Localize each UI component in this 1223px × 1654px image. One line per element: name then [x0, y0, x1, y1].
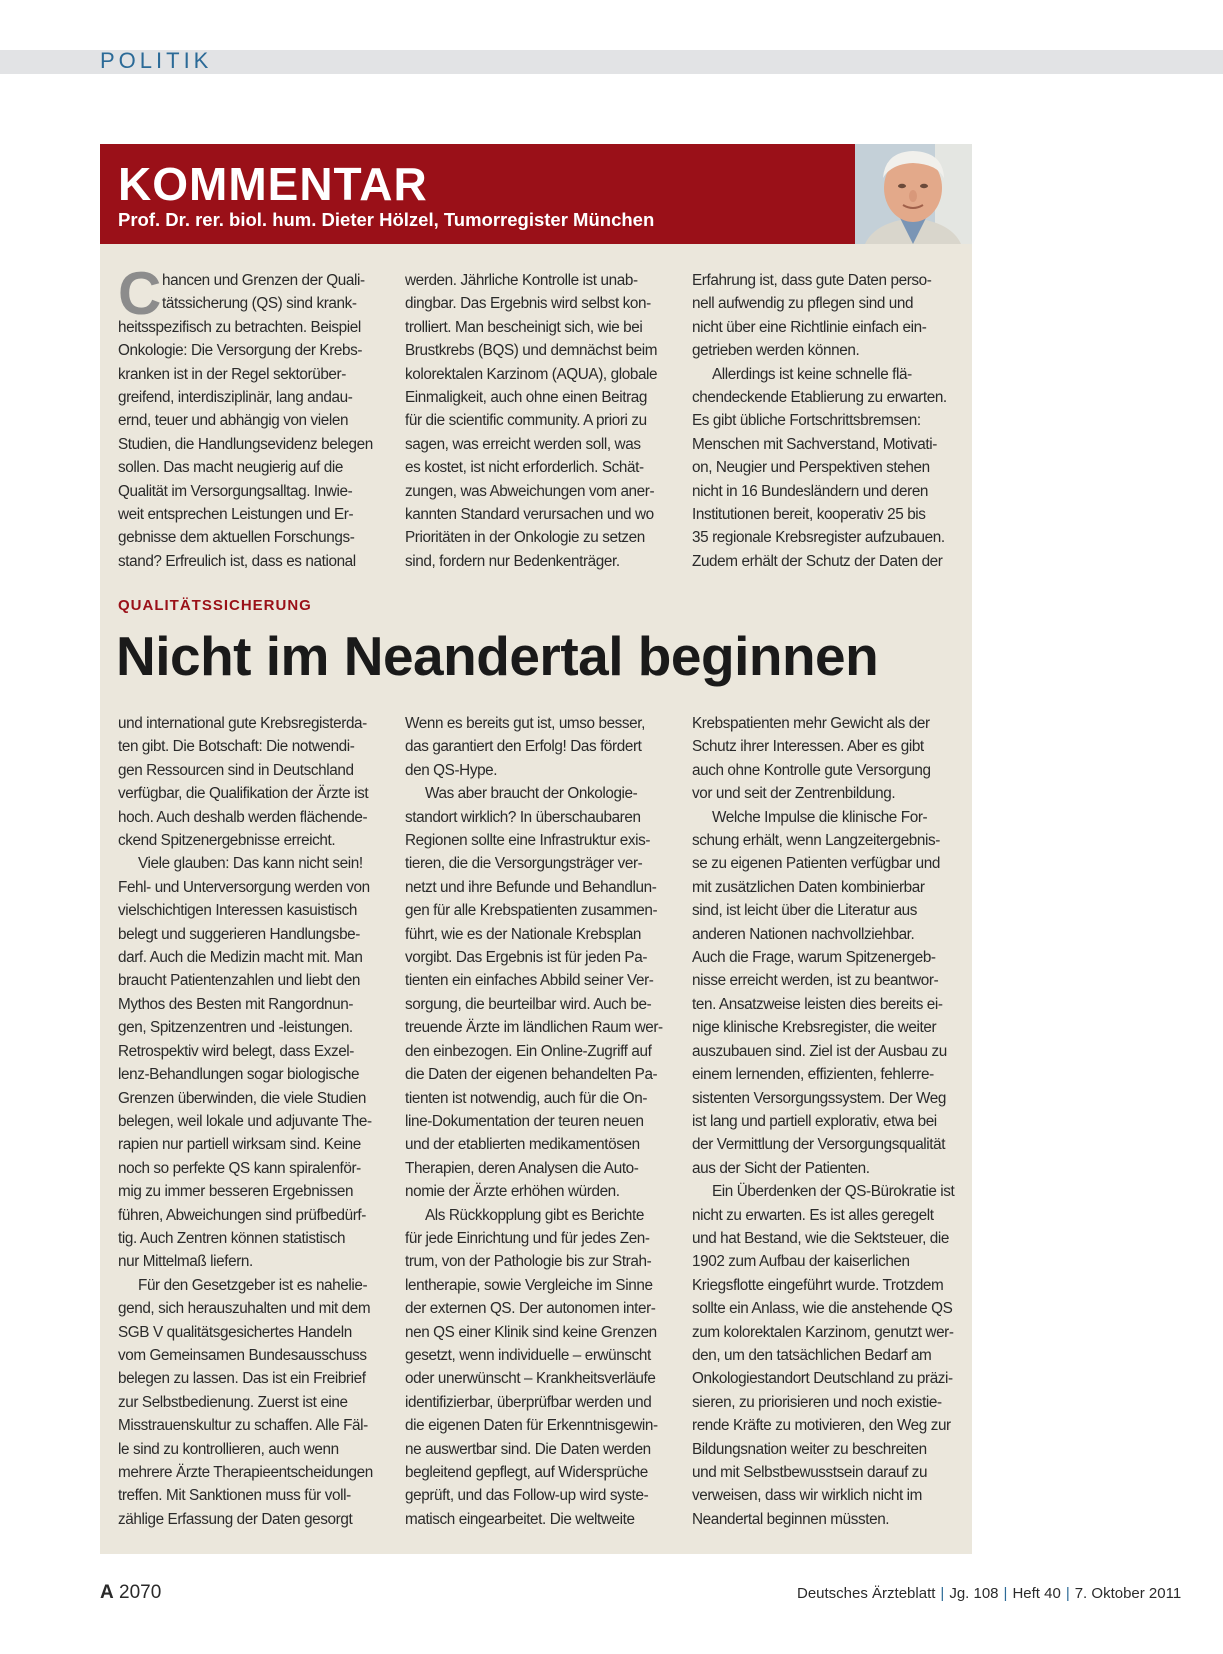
text-line: und mit Selbstbewusstsein darauf zu — [692, 1464, 928, 1481]
text-line: begleitend gepflegt, auf Widersprüche — [405, 1464, 648, 1481]
text-line: belegt und suggerieren Handlungsbe- — [118, 925, 360, 943]
journal-footer — [797, 1585, 1181, 1602]
text-line: den QS-Hype. — [405, 761, 498, 779]
text-line: kannten Standard verursachen und wo — [405, 506, 654, 524]
text-line: Brustkrebs (BQS) und demnächst beim — [405, 342, 658, 360]
page-number-value: 2070 — [119, 1582, 162, 1603]
text-line: die Daten der eigenen behandelten Pa- — [405, 1066, 658, 1084]
text-line: ten gibt. Die Botschaft: Die notwendi- — [118, 738, 355, 756]
text-line: nomie der Ärzte erhöhen würden. — [405, 1183, 620, 1201]
text-line: Welche Impulse die klinische For- — [712, 808, 928, 826]
text-line: Zudem erhält der Schutz der Daten der — [692, 552, 943, 570]
text-line: tieren, die die Versorgungsträger ver- — [405, 855, 643, 873]
text-line: mig zu immer besseren Ergebnissen — [118, 1183, 354, 1201]
text-line: Es gibt übliche Fortschrittsbremsen: — [692, 412, 921, 430]
text-line: lenz-Behandlungen sogar biologische — [118, 1066, 360, 1084]
text-line: Studien, die Handlungsevidenz belegen — [118, 435, 373, 453]
text-line: identifizierbar, überprüfbar werden und — [405, 1393, 652, 1411]
text-line: den, um den tatsächlichen Bedarf am — [692, 1346, 932, 1364]
text-line: sind, ist leicht über die Literatur aus — [692, 902, 918, 920]
text-line: treffen. Mit Sanktionen muss für voll- — [118, 1487, 351, 1505]
text-line: vielschichtigen Interessen kasuistisch — [118, 902, 358, 920]
text-line: greifend, interdisziplinär, lang andau- — [118, 389, 353, 407]
text-line: führt, wie es der Nationale Krebsplan — [405, 925, 642, 943]
text-line: sagen, was erreicht werden soll, was — [405, 435, 641, 453]
text-line: oder unerwünscht – Krankheitsverläufe — [405, 1370, 656, 1388]
text-line: belegen zu lassen. Das ist ein Freibrief — [118, 1370, 366, 1388]
text-line: nen QS einer Klinik sind keine Grenzen — [405, 1323, 657, 1341]
text-line: gend, sich herauszuhalten und mit dem — [118, 1300, 371, 1318]
text-line: Ein Überdenken der QS-Bürokratie ist — [712, 1183, 955, 1201]
text-line: getrieben werden können. — [692, 342, 860, 360]
text-line: SGB V qualitätsgesichertes Handeln — [118, 1323, 352, 1341]
drop-cap: C — [118, 260, 162, 327]
text-line: Wenn es bereits gut ist, umso besser, — [405, 715, 645, 732]
text-line: nicht über eine Richtlinie einfach ein- — [692, 318, 927, 336]
text-line: kolorektalen Karzinom (AQUA), globale — [405, 365, 658, 383]
text-line: Mythos des Besten mit Rangordnun- — [118, 995, 354, 1013]
text-line: nur Mittelmaß liefern. — [118, 1253, 253, 1271]
text-line: hancen und Grenzen der Quali- — [162, 272, 365, 289]
text-line: die eigenen Daten für Erkenntnisgewin- — [405, 1417, 658, 1435]
text-line: rende Kräfte zu motivieren, den Weg zur — [692, 1417, 951, 1435]
text-line: Institutionen bereit, kooperativ 25 bis — [692, 506, 926, 524]
text-line: line-Dokumentation der teuren neuen — [405, 1112, 644, 1130]
text-line: gen, Spitzenzentren und -leistungen. — [118, 1019, 353, 1037]
column-3-top — [692, 269, 947, 573]
headline: Nicht im Neandertal beginnen — [116, 625, 879, 687]
column-1-top — [118, 260, 373, 573]
text-line: der externen QS. Der autonomen inter- — [405, 1300, 656, 1318]
text-line: geprüft, und das Follow-up wird syste- — [405, 1487, 649, 1505]
text-line: Therapien, deren Analysen die Auto- — [405, 1159, 639, 1177]
text-line: das garantiert den Erfolg! Das fördert — [405, 738, 642, 756]
separator: | — [1065, 1585, 1070, 1602]
text-line: dingbar. Das Ergebnis wird selbst kon- — [405, 295, 651, 313]
column-1-bottom — [118, 712, 373, 1531]
text-line: belegen, weil lokale und adjuvante The- — [118, 1112, 372, 1130]
text-line: gen für alle Krebspatienten zusammen- — [405, 902, 658, 920]
separator: | — [1003, 1585, 1008, 1602]
author-portrait — [855, 144, 972, 244]
text-line: tig. Auch Zentren können statistisch — [118, 1229, 346, 1247]
text-line: ist lang und partiell explorativ, etwa bei — [692, 1112, 937, 1130]
page-prefix: A — [100, 1582, 114, 1603]
text-line: Was aber braucht der Onkologie- — [425, 785, 638, 803]
text-line: on, Neugier und Perspektiven stehen — [692, 459, 930, 477]
text-line: sollen. Das macht neugierig auf die — [118, 459, 343, 477]
text-line: ernd, teuer und abhängig von vielen — [118, 412, 349, 430]
text-line: Qualität im Versorgungsalltag. Inwie- — [118, 482, 353, 500]
text-line: Für den Gesetzgeber ist es nahelie- — [138, 1276, 368, 1294]
text-line: zungen, was Abweichungen vom aner- — [405, 482, 655, 500]
text-line: Grenzen überwinden, die viele Studien — [118, 1089, 366, 1107]
text-line: führen, Abweichungen sind prüfbedürf- — [118, 1206, 366, 1224]
text-line: Auch die Frage, warum Spitzenergeb- — [692, 949, 936, 967]
journal-volume: Jg. 108 — [949, 1585, 999, 1602]
text-line: Erfahrung ist, dass gute Daten perso- — [692, 272, 932, 289]
portrait-image — [855, 144, 972, 244]
text-line: Allerdings ist keine schnelle flä- — [712, 365, 912, 383]
text-line: rapien nur partiell wirksam sind. Keine — [118, 1136, 361, 1154]
text-line: für jede Einrichtung und für jedes Zen- — [405, 1229, 650, 1247]
text-line: Misstrauenskultur zu schaffen. Alle Fäl- — [118, 1417, 368, 1435]
text-line: tienten ein einfaches Abbild seiner Ver- — [405, 972, 654, 990]
text-line: gen Ressourcen sind in Deutschland — [118, 761, 354, 779]
text-line: nisse erreicht werden, ist zu beantwor- — [692, 972, 939, 990]
text-line: der Vermittlung der Versorgungsqualität — [692, 1136, 946, 1154]
text-line: zählige Erfassung der Daten gesorgt — [118, 1510, 353, 1528]
text-line: schung erhält, wenn Langzeitergebnis- — [692, 832, 940, 850]
text-line: braucht Patientenzahlen und liebt den — [118, 972, 361, 990]
text-line: nicht in 16 Bundesländern und deren — [692, 482, 929, 500]
text-line: Bildungsnation weiter zu beschreiten — [692, 1440, 927, 1458]
text-line: auszubauen sind. Ziel ist der Ausbau zu — [692, 1042, 947, 1060]
text-line: Onkologiestandort Deutschland zu präzi- — [692, 1370, 953, 1388]
text-line: matisch eingearbeitet. Die weltweite — [405, 1510, 635, 1528]
text-line: Regionen sollte eine Infrastruktur exis- — [405, 832, 651, 850]
text-line: Einmaligkeit, auch ohne einen Beitrag — [405, 389, 648, 407]
text-line: nell aufwendig zu pflegen sind und — [692, 295, 914, 313]
text-line: 35 regionale Krebsregister aufzubauen. — [692, 529, 945, 547]
text-line: trum, von der Pathologie bis zur Strah- — [405, 1253, 652, 1271]
journal-issue: Heft 40 — [1012, 1585, 1061, 1602]
text-line: tätssicherung (QS) sind krank- — [162, 295, 357, 313]
text-line: treuende Ärzte im ländlichen Raum wer- — [405, 1019, 663, 1037]
text-line: mehrere Ärzte Therapieentscheidungen — [118, 1464, 373, 1481]
text-line: hoch. Auch deshalb werden flächende- — [118, 808, 368, 826]
journal-name: Deutsches Ärzteblatt — [797, 1585, 936, 1602]
text-line: und der etablierten medikamentösen — [405, 1136, 640, 1154]
text-line: Prioritäten in der Onkologie zu setzen — [405, 529, 645, 547]
text-line: und hat Bestand, wie die Sektsteuer, die — [692, 1229, 949, 1247]
text-line: lentherapie, sowie Vergleiche im Sinne — [405, 1276, 653, 1294]
text-line: 1902 zum Aufbau der kaiserlichen — [692, 1253, 910, 1271]
text-line: Krebspatienten mehr Gewicht als der — [692, 715, 930, 732]
text-line: nicht zu erwarten. Es ist alles geregelt — [692, 1206, 934, 1224]
text-line: sistenten Versorgungssystem. Der Weg — [692, 1089, 946, 1107]
column-2-bottom — [405, 712, 663, 1531]
text-line: kranken ist in der Regel sektorüber- — [118, 365, 346, 383]
column-3-bottom — [692, 712, 955, 1531]
text-line: den einbezogen. Ein Online-Zugriff auf — [405, 1042, 652, 1060]
text-line: mit zusätzlichen Daten kombinierbar — [692, 878, 925, 896]
comment-header — [100, 144, 855, 244]
text-line: anderen Nationen nachvollziehbar. — [692, 925, 915, 943]
text-line: auch ohne Kontrolle gute Versorgung — [692, 761, 931, 779]
text-line: tienten ist notwendig, auch für die On- — [405, 1089, 648, 1107]
kicker: KOMMENTAR — [118, 158, 428, 210]
text-line: weit entsprechen Leistungen und Er- — [118, 506, 354, 524]
text-line: standort wirklich? In überschaubaren — [405, 808, 641, 826]
text-line: zum kolorektalen Karzinom, genutzt wer- — [692, 1323, 954, 1341]
text-line: Viele glauben: Das kann nicht sein! — [138, 855, 363, 873]
text-line: Als Rückkopplung gibt es Berichte — [425, 1206, 644, 1224]
text-line: trolliert. Man bescheinigt sich, wie bei — [405, 318, 643, 336]
text-line: ten. Ansatzweise leisten dies bereits ei- — [692, 995, 943, 1013]
text-line: werden. Jährliche Kontrolle ist unab- — [405, 272, 638, 289]
text-line: verfügbar, die Qualifikation der Ärzte ist — [118, 785, 369, 803]
text-line: Retrospektiv wird belegt, dass Exzel- — [118, 1042, 355, 1060]
text-line: ckend Spitzenergebnisse erreicht. — [118, 832, 336, 850]
text-line: es kostet, ist nicht erforderlich. Schät- — [405, 459, 644, 477]
separator: | — [940, 1585, 945, 1602]
topic-label: QUALITÄTSSICHERUNG — [118, 597, 312, 614]
text-line: le sind zu kontrollieren, auch wenn — [118, 1440, 339, 1458]
text-line: netzt und ihre Befunde und Behandlun- — [405, 878, 657, 896]
section-label: POLITIK — [100, 48, 213, 73]
text-line: sind, fordern nur Bedenkenträger. — [405, 552, 620, 570]
text-line: Menschen mit Sachverstand, Motivati- — [692, 435, 937, 453]
text-line: zur Selbstbedienung. Zuerst ist eine — [118, 1393, 348, 1411]
text-line: sieren, zu priorisieren und noch existie- — [692, 1393, 942, 1411]
text-line: stand? Erfreulich ist, dass es national — [118, 552, 356, 570]
article — [100, 144, 972, 1554]
journal-date: 7. Oktober 2011 — [1074, 1585, 1182, 1602]
author-byline: Prof. Dr. rer. biol. hum. Dieter Hölzel, Tumorregister München — [118, 209, 655, 230]
text-line: darf. Auch die Medizin macht mit. Man — [118, 949, 363, 967]
text-line: vor und seit der Zentrenbildung. — [692, 785, 896, 803]
text-line: nige klinische Krebsregister, die weiter — [692, 1019, 937, 1037]
text-line: einem lernenden, effizienten, fehlerre- — [692, 1066, 934, 1084]
page-number — [100, 1582, 161, 1604]
text-line: Neandertal beginnen müssten. — [692, 1510, 890, 1528]
text-line: heitsspezifisch zu betrachten. Beispiel — [118, 318, 361, 336]
text-line: se zu eigenen Patienten verfügbar und — [692, 855, 940, 873]
text-line: sorgung, die beurteilbar wird. Auch be- — [405, 995, 652, 1013]
text-line: ne auswertbar sind. Die Daten werden — [405, 1440, 651, 1458]
text-line: gebnisse dem aktuellen Forschungs- — [118, 529, 355, 547]
text-line: gesetzt, wenn individuelle – erwünscht — [405, 1346, 651, 1364]
text-line: vorgibt. Das Ergebnis ist für jeden Pa- — [405, 949, 648, 967]
column-2-top — [405, 269, 660, 573]
text-line: noch so perfekte QS kann spiralenför- — [118, 1159, 361, 1177]
text-line: Fehl- und Unterversorgung werden von — [118, 878, 370, 896]
text-line: für die scientific community. A priori zu — [405, 412, 647, 430]
text-line: aus der Sicht der Patienten. — [692, 1159, 870, 1177]
text-line: und international gute Krebsregisterda- — [118, 715, 367, 732]
text-line: Schutz ihrer Interessen. Aber es gibt — [692, 738, 924, 756]
text-line: vom Gemeinsamen Bundesausschuss — [118, 1346, 367, 1364]
text-line: Onkologie: Die Versorgung der Krebs- — [118, 342, 363, 360]
text-line: Kriegsflotte eingeführt wurde. Trotzdem — [692, 1276, 944, 1294]
text-line: verweisen, dass wir wirklich nicht im — [692, 1487, 923, 1505]
text-line: chendeckende Etablierung zu erwarten. — [692, 389, 947, 407]
text-line: sollte ein Anlass, wie die anstehende QS — [692, 1300, 953, 1318]
